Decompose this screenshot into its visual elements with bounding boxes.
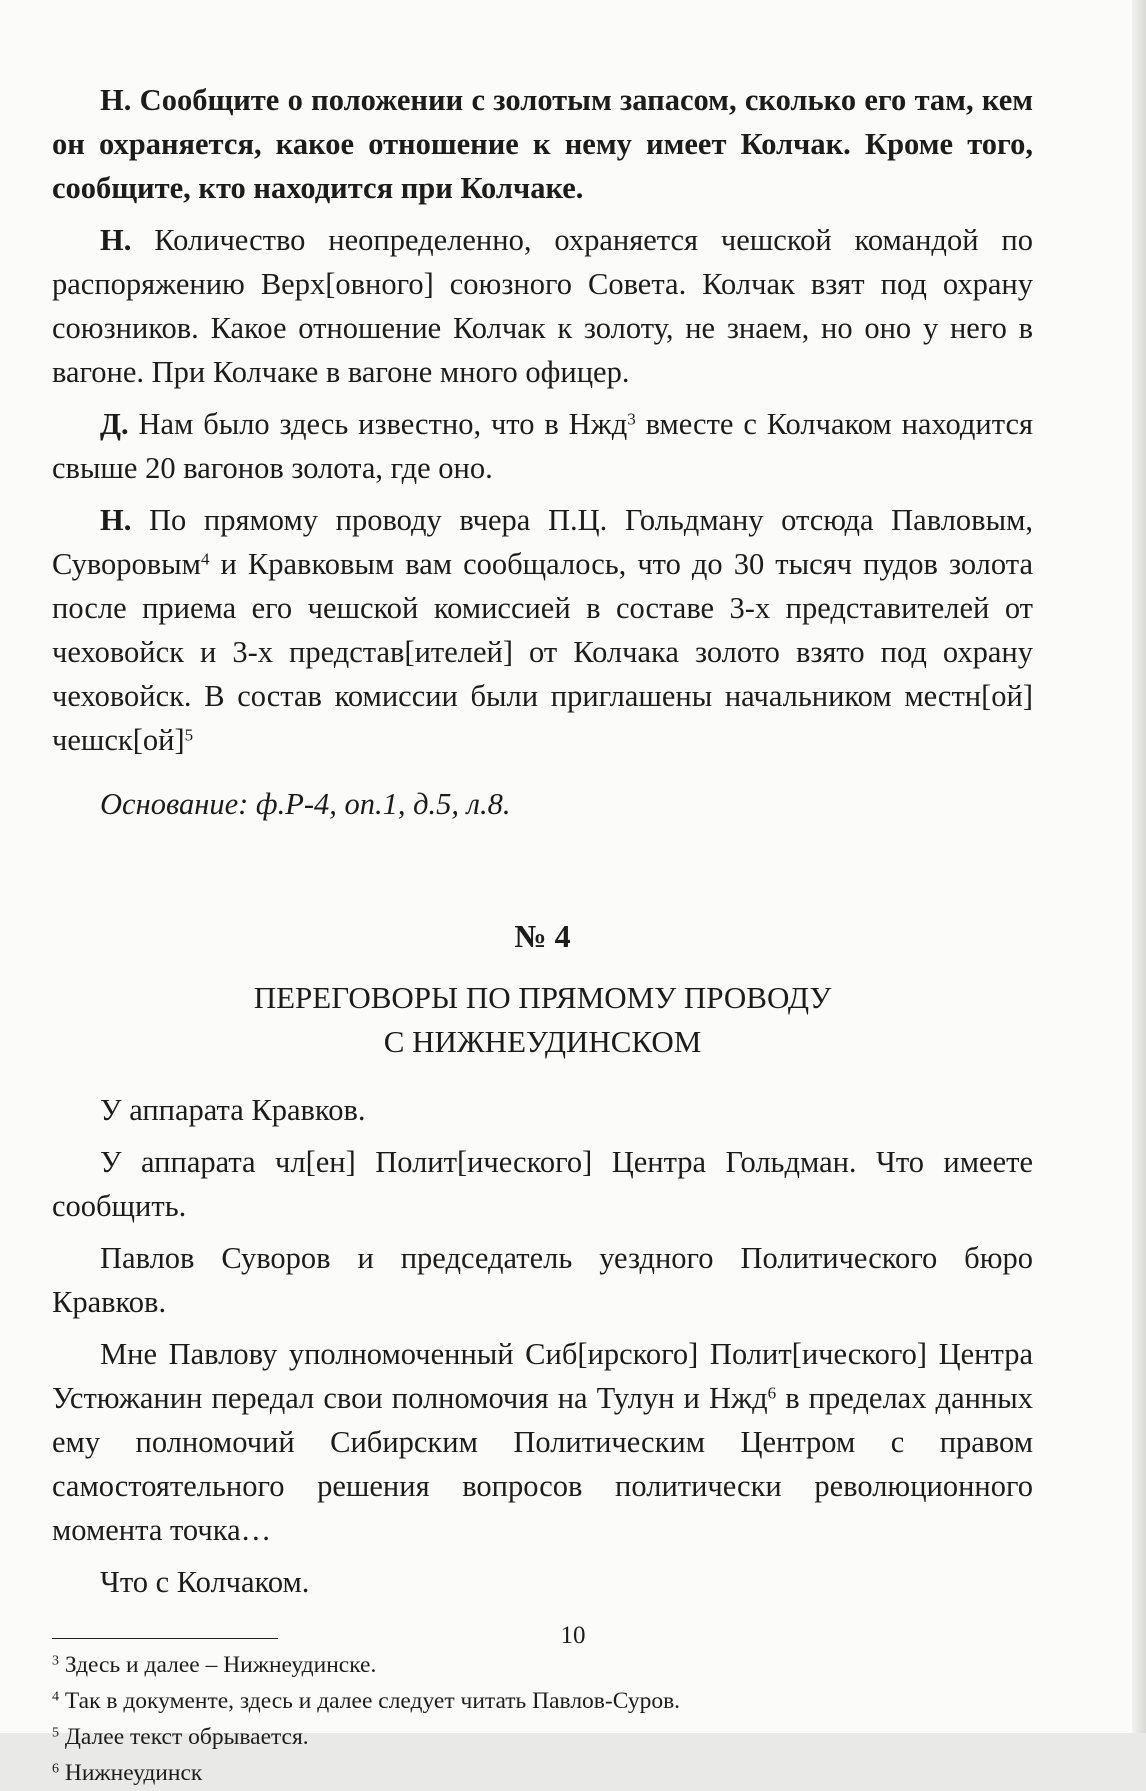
paragraph-3 — [52, 402, 1033, 490]
speaker-label: Н. — [100, 503, 132, 537]
paragraph-1 — [52, 78, 1033, 210]
footnote-ref: 3 — [627, 409, 636, 429]
dialogue-line-2: У аппарата чл[ен] Полит[ического] Центра Гольдман. Что имеете сообщить. — [52, 1145, 1033, 1223]
speaker-label: Н. — [100, 83, 132, 117]
speaker-label: Д. — [100, 407, 129, 441]
basis-reference: Основание: ф.Р-4, оп.1, д.5, л.8. — [100, 787, 511, 821]
footnote — [52, 1755, 1033, 1791]
speaker-label: Н. — [100, 223, 132, 257]
dialogue-line-5: Что с Колчаком. — [100, 1565, 310, 1599]
paragraph-4 — [52, 498, 1033, 762]
paragraph-text: Количество неопределенно, охраняется чешской командой по распоряжению Верх[овного] союзного Совета. Колчак взят под охрану союзников. Какое отношение Колчак к золоту, не знаем, но оно у него в вагоне. При Колчаке в вагоне много офицер. — [52, 223, 1033, 389]
footnote — [52, 1719, 1033, 1755]
paragraph-text: Нам было здесь известно, что в Нжд — [138, 407, 628, 441]
footnote-number: 6 — [52, 1761, 59, 1777]
paragraph-text: Мне Павлову уполномоченный Сиб[ирского] Полит[ического] Центра Устюжанин передал свои полномочия на Тулун и Нжд — [52, 1337, 1033, 1415]
paragraph-text: вместе с Колчаком находится свыше 20 вагонов золота, где оно. — [52, 407, 1034, 485]
dialogue-line-4 — [52, 1332, 1033, 1552]
footnotes — [52, 1638, 1033, 1791]
document-number: № 4 — [514, 918, 571, 954]
footnote — [52, 1647, 1033, 1683]
paragraph-2 — [52, 218, 1033, 394]
paragraph-text: и Кравковым вам сообщалось, что до 30 тысяч пудов золота после приема его чешской комиссией в составе 3-х представителей от чеховойск и 3-х представ[ителей] от Колчака золото взято под охрану чеховойск. В состав комиссии были приглашены начальником местн[ой] чешск[ой] — [52, 547, 1033, 757]
footnote-number: 5 — [52, 1725, 59, 1741]
dialogue-line-1: У аппарата Кравков. — [100, 1093, 366, 1127]
footnote-ref: 5 — [184, 725, 194, 745]
footnote-number: 4 — [52, 1689, 59, 1705]
footnote-ref: 6 — [767, 1383, 777, 1403]
footnote-text: Нижнеудинск — [59, 1760, 203, 1786]
footnote-number: 3 — [52, 1653, 59, 1669]
title-line-1: ПЕРЕГОВОРЫ ПО ПРЯМОМУ ПРОВОДУ — [253, 980, 832, 1015]
paragraph-text: По прямому проводу вчера П.Ц. Гольдману отсюда Павловым, Суворовым — [52, 503, 1033, 581]
footnote — [52, 1683, 1033, 1719]
footnote-ref: 4 — [200, 549, 210, 569]
page-number: 10 — [560, 1622, 586, 1649]
paragraph-text: в пределах данных ему полномочий Сибирским Политическим Центром с правом самостоятельного решения вопросов политически революционного момента точка… — [52, 1381, 1033, 1547]
paragraph-text: Сообщите о положении с золотым запасом, сколько его там, кем он охраняется, какое отношение к нему имеет Колчак. Кроме того, сообщите, кто находится при Колчаке. — [52, 83, 1034, 205]
footnote-text: Далее текст обрывается. — [59, 1724, 309, 1750]
footnote-text: Здесь и далее – Нижнеудинске. — [59, 1652, 377, 1678]
document-title — [52, 976, 1033, 1064]
title-line-2: С НИЖНЕУДИНСКОМ — [383, 1024, 702, 1059]
dialogue-line-3: Павлов Суворов и председатель уездного Политического бюро Кравков. — [52, 1241, 1033, 1319]
footnote-text: Так в документе, здесь и далее следует читать Павлов-Суров. — [59, 1688, 681, 1714]
